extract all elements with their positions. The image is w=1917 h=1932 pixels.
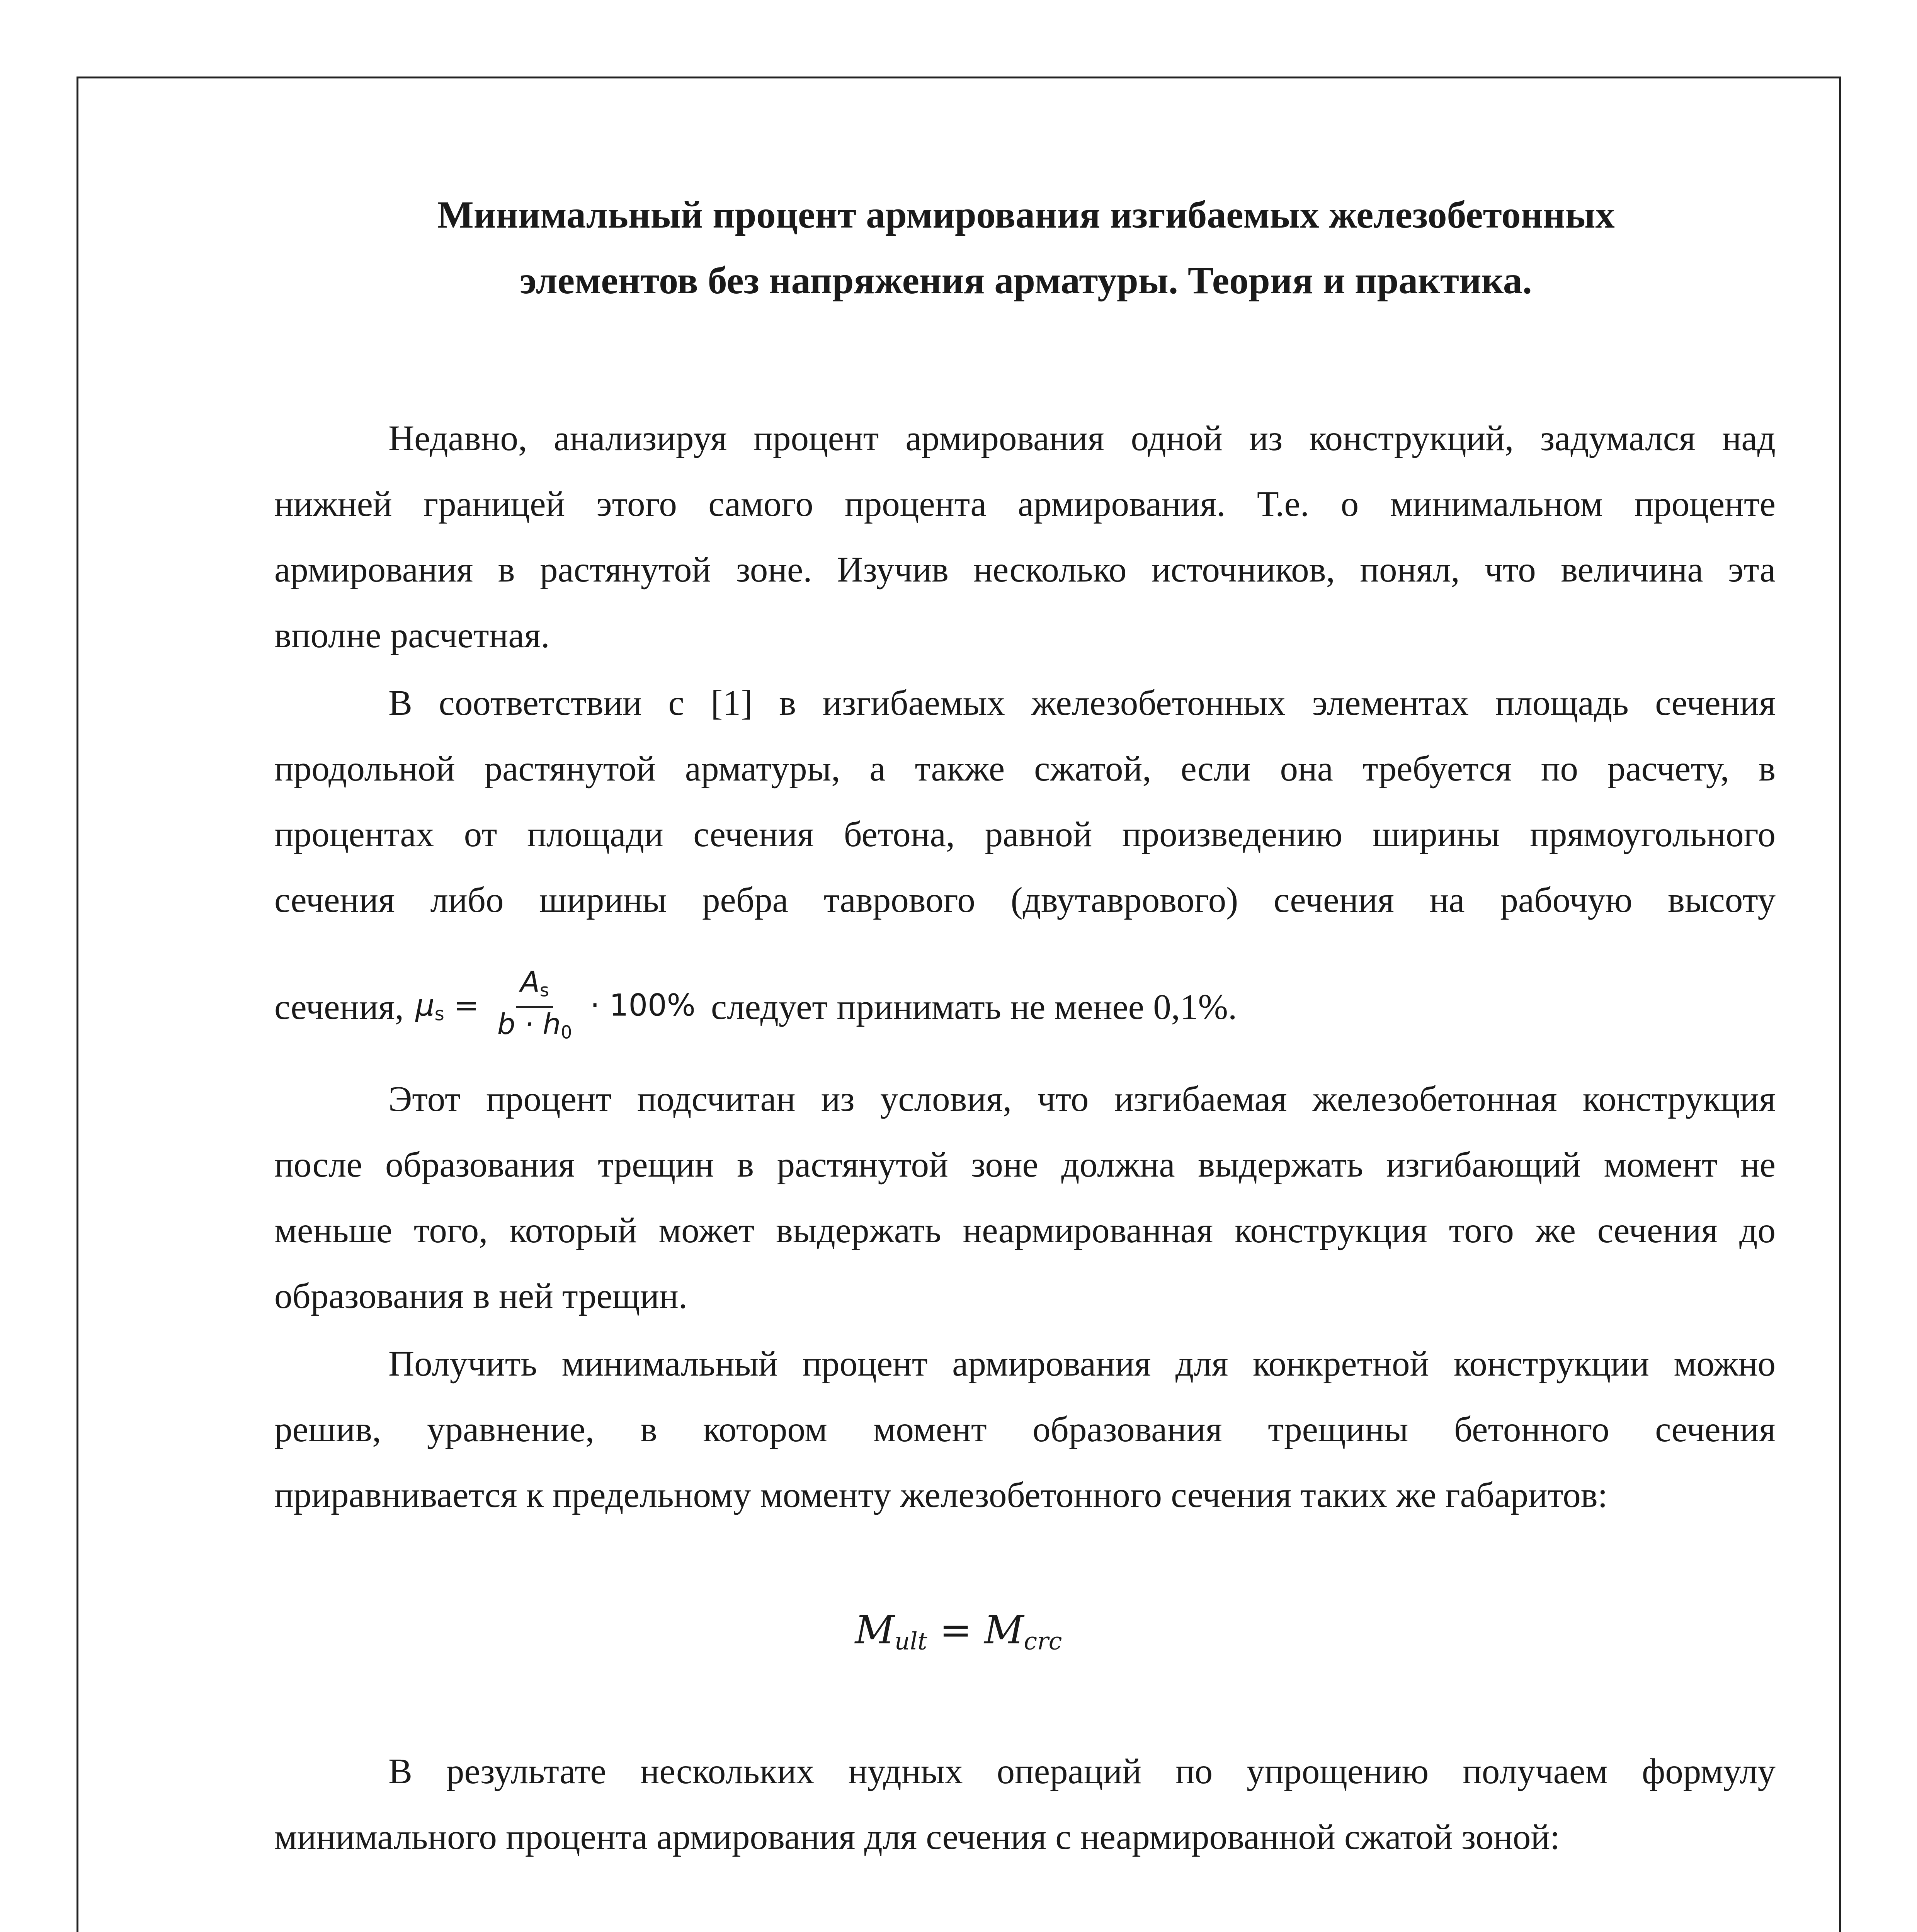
paragraph-1-line: армирования в растянутой зоне. Изучив несколько источников, понял, что величина эта — [274, 550, 1776, 590]
paragraph-2-line: процентах от площади сечения бетона, равной произведению ширины прямоугольного — [274, 815, 1776, 854]
paragraph-5-line: В результате нескольких нудных операций по упрощению получаем формулу — [388, 1752, 1776, 1791]
paragraph-2-line: В соответствии с [1] в изгибаемых железобетонных элементах площадь сечения — [388, 683, 1776, 723]
fraction-numerator: $A_s$ — [516, 966, 553, 1008]
mu-symbol: μ — [415, 988, 435, 1023]
paragraph-3-line: образования в ней трещин. — [274, 1276, 688, 1316]
paragraph-1-line: нижней границей этого самого процента армирования. Т.е. о минимальном проценте — [274, 484, 1776, 524]
paragraph-2-formula-line — [274, 966, 1776, 1049]
paragraph-2-text: сечения, — [274, 987, 404, 1027]
mu-subscript: s — [434, 1003, 444, 1025]
fraction-denominator: $b \cdot h_0$ — [497, 1008, 572, 1043]
paragraph-4-line: Получить минимальный процент армирования для конкретной конструкции можно — [388, 1344, 1776, 1384]
paragraph-3-line: Этот процент подсчитан из условия, что изгибаемая железобетонная конструкция — [388, 1079, 1776, 1119]
paragraph-5-line: минимального процента армирования для сечения с неармированной сжатой зоной: — [274, 1817, 1560, 1857]
paragraph-4-line: решив, уравнение, в котором момент образования трещины бетонного сечения — [274, 1410, 1776, 1449]
paragraph-1-line: Недавно, анализируя процент армирования одной из конструкций, задумался над — [388, 418, 1776, 458]
percent-multiplier: · 100% — [590, 988, 696, 1023]
area-fraction — [493, 966, 576, 1049]
paragraph-3-line: после образования трещин в растянутой зоне должна выдержать изгибающий момент не — [274, 1145, 1776, 1185]
document-title-line-1: Минимальный процент армирования изгибаемых железобетонных — [437, 193, 1615, 236]
paragraph-3-line: меньше того, который может выдержать неармированная конструкция того же сечения до — [274, 1211, 1776, 1250]
paragraph-2-line: сечения либо ширины ребра таврового (двутаврового) сечения на рабочую высоту — [274, 880, 1776, 920]
document-title-line-2: элементов без напряжения арматуры. Теория и практика. — [520, 259, 1532, 302]
equals-sign: = — [454, 988, 479, 1023]
paragraph-1-line: вполне расчетная. — [274, 616, 550, 655]
moment-equation: $M_{ult} = M_{crc}$ — [855, 1607, 1062, 1655]
paragraph-4-line: приравнивается к предельному моменту железобетонного сечения таких же габаритов: — [274, 1475, 1608, 1515]
paragraph-2-line: продольной растянутой арматуры, а также сжатой, если она требуется по расчету, в — [274, 749, 1776, 789]
paragraph-2-text: следует принимать не менее 0,1%. — [711, 987, 1237, 1027]
reinforcement-ratio-formula — [415, 966, 696, 1049]
